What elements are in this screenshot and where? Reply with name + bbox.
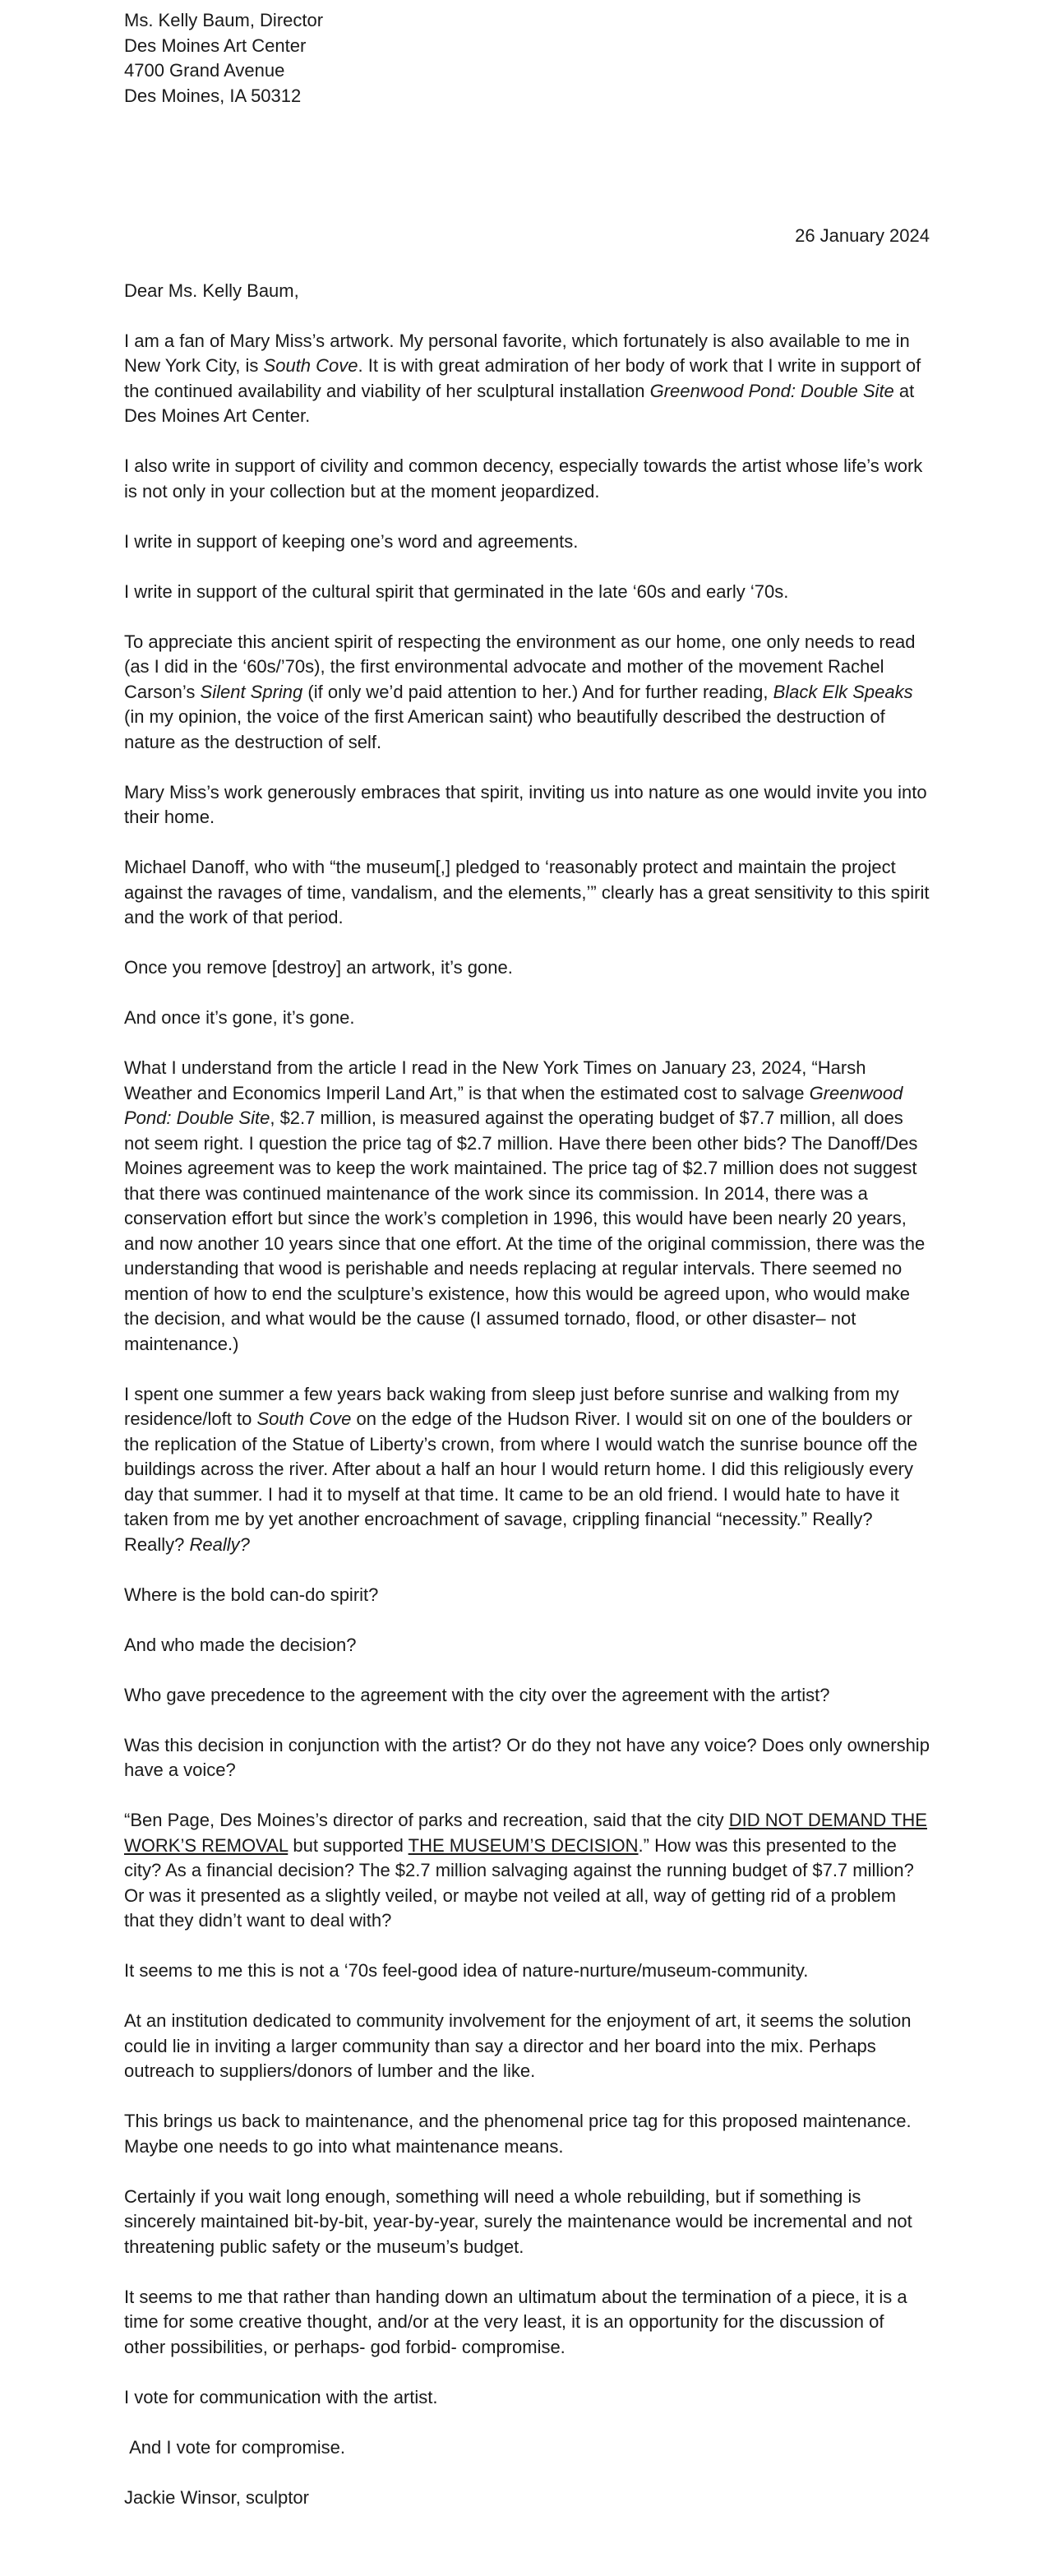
paragraph <box>124 1056 930 1357</box>
text-run: I spent one summer a few years back waking from sleep just before sunrise and walking from my residence/loft to <box>124 1383 899 1429</box>
text-run: on the edge of the Hudson River. I would sit on one of the boulders or the replication of the Statue of Liberty’s crown, from where I would watch the sunrise bounce off the buildings across the river. After about a half an hour I would return home. I did this religiously every day that summer. I had it to myself at that time. It came to be an old friend. I would hate to have it taken from me by yet another encroachment of savage, crippling financial “necessity.” Really? Really? <box>124 1408 918 1555</box>
paragraph <box>124 1808 930 1934</box>
text-run: . It is with great admiration of her body of work that I write in support of the continued availability and viability of her sculptural installation <box>124 355 921 401</box>
salutation: Dear Ms. Kelly Baum, <box>124 280 299 301</box>
paragraph: I vote for communication with the artist. <box>124 2386 438 2407</box>
paragraph: And who made the decision? <box>124 1634 357 1655</box>
artwork-title: South Cove <box>263 355 358 376</box>
paragraph: It seems to me that rather than handing down an ultimatum about the termination of a piece, it is a time for some creative thought, and/or at the very least, it is an opportunity for the discussion of other possibilities, or perhaps- god forbid- compromise. <box>124 2286 907 2357</box>
text-run: I am a fan of Mary Miss’s artwork. My personal favorite, which fortunately is also available to me in New York City, is <box>124 330 910 376</box>
paragraph: It seems to me this is not a ‘70s feel-good idea of nature-nurture/museum-community. <box>124 1960 809 1981</box>
paragraph: And I vote for compromise. <box>124 2436 346 2458</box>
paragraph: Michael Danoff, who with “the museum[,] pledged to ‘reasonably protect and maintain the project against the ravages of time, vandalism, and the elements,’” clearly has a great sensitivity to this spirit and the work of that period. <box>124 857 930 927</box>
signature: Jackie Winsor, sculptor <box>124 2486 309 2508</box>
paragraph: Where is the bold can-do spirit? <box>124 1584 379 1605</box>
text-run: What I understand from the article I read in the New York Times on January 23, 2024, “Harsh Weather and Economics Imperil Land Art,” is that when the estimated cost to salvage <box>124 1057 866 1103</box>
paragraph: I also write in support of civility and common decency, especially towards the artist whose life’s work is not only in your collection but at the moment jeopardized. <box>124 456 923 502</box>
address-line: 4700 Grand Avenue <box>124 60 285 81</box>
book-title: Silent Spring <box>200 681 303 702</box>
paragraph: Was this decision in conjunction with the artist? Or do they not have any voice? Does only ownership have a voice? <box>124 1734 930 1780</box>
text-run: at Des Moines Art Center. <box>124 380 915 426</box>
paragraph: Once you remove [destroy] an artwork, it’s gone. <box>124 957 513 978</box>
artwork-title: Greenwood Pond: Double Site <box>124 1082 903 1128</box>
underlined-text: THE MUSEUM’S DECISION <box>408 1834 639 1856</box>
paragraph: I write in support of keeping one’s word and agreements. <box>124 530 579 552</box>
paragraph: Mary Miss’s work generously embraces that spirit, inviting us into nature as one would invite you into their home. <box>124 781 927 827</box>
paragraph: And once it’s gone, it’s gone. <box>124 1007 355 1028</box>
paragraph <box>124 1382 930 1558</box>
paragraph: This brings us back to maintenance, and the phenomenal price tag for this proposed maintenance. Maybe one needs to go into what maintenance means. <box>124 2111 912 2157</box>
letter <box>124 8 930 2536</box>
address-line: Des Moines, IA 50312 <box>124 85 302 106</box>
text-run: To appreciate this ancient spirit of respecting the environment as our home, one only needs to read (as I did in the ‘60s/’70s), the first environmental advocate and mother of the movement Rachel Carson’s <box>124 631 916 702</box>
text-run: .” How was this presented to the city? As a financial decision? The $2.7 million salvaging against the running budget of $7.7 million? Or was it presented as a slightly veiled, or maybe not veiled at all, way of getting rid of a problem that they didn’t want to deal with? <box>124 1834 914 1931</box>
text-run: , $2.7 million, is measured against the operating budget of $7.7 million, all does not seem right. I question the price tag of $2.7 million. Have there been other bids? The Danoff/Des Moines agreement was to keep the work maintained. The price tag of $2.7 million does not suggest that there was continued maintenance of the work since its commission. In 2014, there was a conservation effort but since the work’s completion in 1996, this would have been nearly 20 years, and now another 10 years since that one effort. At the time of the original commission, there was the understanding that wood is perishable and needs replacing at regular intervals. There seemed no mention of how to end the sculpture’s existence, how this would be agreed upon, who would make the decision, and what would be the cause (I assumed tornado, flood, or other disaster– not maintenance.) <box>124 1108 926 1354</box>
address-line: Ms. Kelly Baum, Director <box>124 10 324 30</box>
text-run: (in my opinion, the voice of the first American saint) who beautifully described the destruction of nature as the destruction of self. <box>124 706 885 752</box>
text-run: (if only we’d paid attention to her.) And for further reading, <box>302 681 773 702</box>
artwork-title: Greenwood Pond: Double Site <box>649 380 894 401</box>
paragraph: Certainly if you wait long enough, something will need a whole rebuilding, but if something is sincerely maintained bit-by-bit, year-by-year, surely the maintenance would be incremental and not threatening public safety or the museum’s budget. <box>124 2185 912 2257</box>
text-run: “Ben Page, Des Moines’s director of parks and recreation, said that the city <box>124 1810 729 1830</box>
letter-date: 26 January 2024 <box>795 225 930 246</box>
paragraph: I write in support of the cultural spirit that germinated in the late ‘60s and early ‘70s. <box>124 580 789 602</box>
paragraph <box>124 329 930 429</box>
paragraph: Who gave precedence to the agreement with the city over the agreement with the artist? <box>124 1684 830 1705</box>
recipient-address <box>124 8 930 109</box>
underlined-text: DID NOT DEMAND THE WORK’S REMOVAL <box>124 1810 927 1856</box>
address-line: Des Moines Art Center <box>124 35 307 56</box>
text-run: but supported <box>288 1834 409 1856</box>
emphasis: Really? <box>189 1533 250 1555</box>
paragraph <box>124 630 930 756</box>
artwork-title: South Cove <box>256 1408 352 1429</box>
paragraph: At an institution dedicated to community involvement for the enjoyment of art, it seems the solution could lie in inviting a larger community than say a director and her board into the mix. Perhaps outreach to suppliers/donors of lumber and the like. <box>124 2010 912 2081</box>
book-title: Black Elk Speaks <box>773 681 913 702</box>
